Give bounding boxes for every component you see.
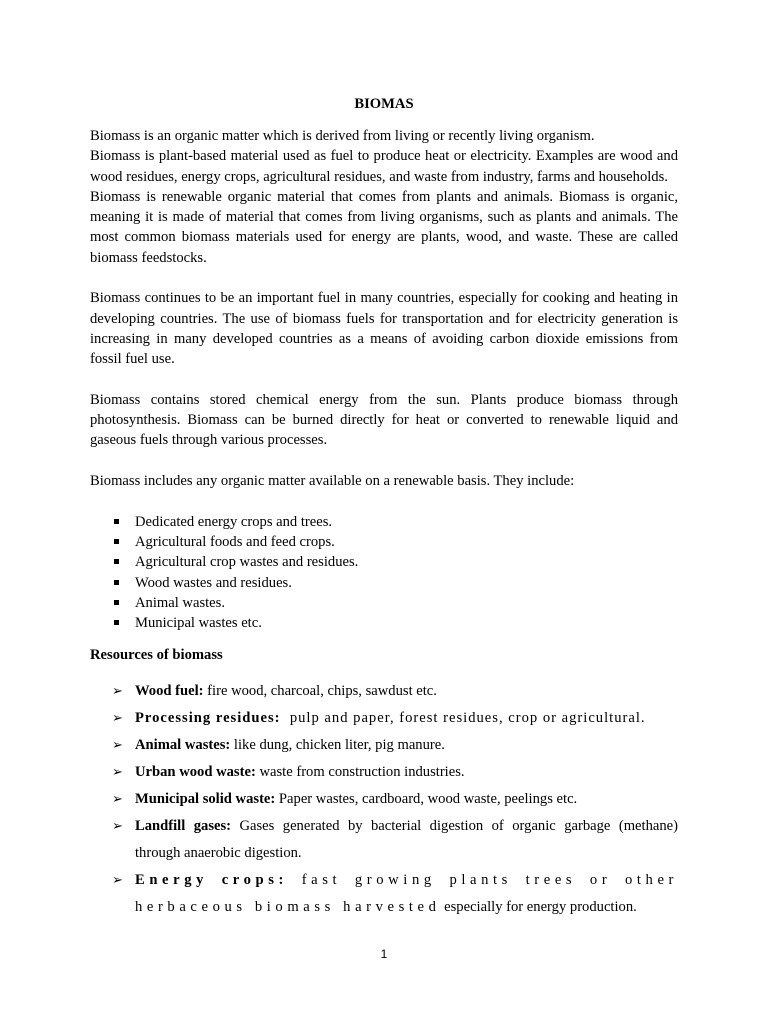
paragraph: Biomass contains stored chemical energy from the sun. Plants produce biomass through photosynthesis. Biomass can be burned directly for heat or converted to renewable liquid and gaseous fuels through various processes.	[90, 391, 678, 449]
resource-term: Animal wastes:	[135, 736, 231, 753]
resource-item	[90, 786, 678, 813]
arrow-bullet-icon: ➢	[112, 764, 123, 780]
resource-desc: fire wood, charcoal, chips, sawdust etc.	[203, 682, 437, 699]
resource-desc: pulp and paper, forest residues, crop or agricultural.	[280, 709, 646, 726]
resource-desc: fast growing plants trees or other herbaceous biomass harvested	[135, 871, 678, 915]
arrow-bullet-icon: ➢	[112, 683, 123, 699]
resource-item	[90, 732, 678, 759]
square-bullet-icon	[114, 620, 119, 625]
document-body	[90, 126, 678, 921]
resource-term: Energy crops:	[135, 871, 288, 888]
resource-term: Processing residues:	[135, 709, 281, 726]
resource-item	[90, 705, 678, 732]
paragraph: Biomass continues to be an important fuel in many countries, especially for cooking and heating in developing countries. The use of biomass fuels for transportation and for electricity generation is increasing in many developed countries as a means of avoiding carbon dioxide emissions from fossil fuel use.	[90, 290, 678, 368]
arrow-bullet-icon: ➢	[112, 818, 123, 834]
arrow-bullet-icon: ➢	[112, 737, 123, 753]
resource-item	[90, 813, 678, 867]
list-item: Wood wastes and residues.	[90, 573, 678, 593]
list-item: Agricultural crop wastes and residues.	[90, 552, 678, 572]
square-bullet-icon	[114, 539, 119, 544]
resources-list	[90, 678, 678, 921]
resource-term: Wood fuel:	[135, 682, 204, 699]
page-number: 1	[380, 947, 388, 961]
resource-desc: Paper wastes, cardboard, wood waste, peelings etc.	[275, 790, 578, 807]
square-bullet-icon	[114, 519, 119, 524]
arrow-bullet-icon: ➢	[112, 710, 123, 726]
includes-list	[90, 512, 678, 634]
resource-item	[90, 759, 678, 786]
list-item: Municipal wastes etc.	[90, 613, 678, 633]
square-bullet-icon	[114, 600, 119, 605]
resource-term: Urban wood waste:	[135, 763, 256, 780]
square-bullet-icon	[114, 559, 119, 564]
resource-item	[90, 867, 678, 921]
paragraph: Biomass is renewable organic material that comes from plants and animals. Biomass is organic, meaning it is made of material that comes from living organisms, such as plants and animals. The most common biomass materials used for energy are plants, wood, and waste. These are called biomass feedstocks.	[90, 188, 678, 266]
document-title: BIOMAS	[354, 96, 414, 112]
list-item: Animal wastes.	[90, 593, 678, 613]
paragraph: Biomass includes any organic matter available on a renewable basis. They include:	[90, 473, 575, 490]
paragraph: Biomass is an organic matter which is derived from living or recently living organism.	[90, 128, 595, 144]
list-item: Dedicated energy crops and trees.	[90, 512, 678, 532]
resource-desc: waste from construction industries.	[255, 763, 465, 780]
list-item: Agricultural foods and feed crops.	[90, 532, 678, 552]
square-bullet-icon	[114, 580, 119, 585]
arrow-bullet-icon: ➢	[112, 791, 123, 807]
resources-heading: Resources of biomass	[90, 647, 223, 664]
resource-desc-tail: especially for energy production.	[440, 898, 637, 915]
arrow-bullet-icon: ➢	[112, 872, 123, 888]
resource-term: Landfill gases:	[135, 817, 232, 834]
resource-item	[90, 678, 678, 705]
resource-desc: like dung, chicken liter, pig manure.	[230, 736, 445, 753]
paragraph: Biomass is plant-based material used as fuel to produce heat or electricity. Examples are wood and wood residues, energy crops, agricultural residues, and waste from industry, farms and households.	[90, 148, 678, 185]
resource-term: Municipal solid waste:	[135, 790, 276, 807]
resource-desc: Gases generated by bacterial digestion of organic garbage (methane) through anaerobic digestion.	[135, 817, 678, 861]
